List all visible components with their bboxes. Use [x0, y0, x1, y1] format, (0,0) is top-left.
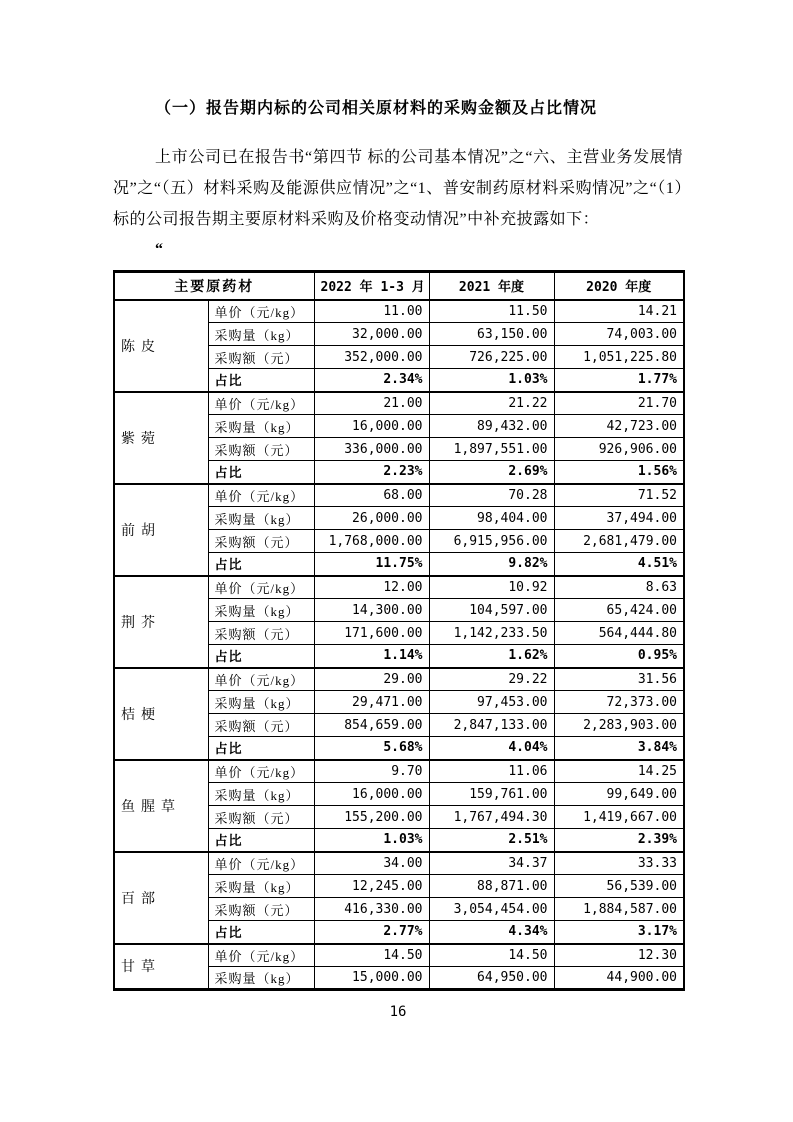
- row-label: 采购额（元）: [208, 898, 314, 921]
- table-row: [114, 300, 684, 323]
- value-cell: 1,768,000.00: [314, 530, 429, 553]
- value-cell: 72,373.00: [554, 691, 684, 714]
- table-row: [114, 760, 684, 783]
- ratio-cell: 1.77%: [554, 369, 684, 392]
- row-label: 采购额（元）: [208, 438, 314, 461]
- value-cell: 14,300.00: [314, 599, 429, 622]
- ratio-cell: 1.56%: [554, 461, 684, 484]
- value-cell: 68.00: [314, 484, 429, 507]
- value-cell: 159,761.00: [429, 783, 554, 806]
- value-cell: 15,000.00: [314, 967, 429, 990]
- value-cell: 416,330.00: [314, 898, 429, 921]
- row-label: 占比: [208, 461, 314, 484]
- table-row: [114, 576, 684, 599]
- col-header-2021: 2021 年度: [429, 272, 554, 300]
- ratio-cell: 2.23%: [314, 461, 429, 484]
- material-group-qianhu: [114, 484, 684, 576]
- value-cell: 21.00: [314, 392, 429, 415]
- body-paragraph: 上市公司已在报告书“第四节 标的公司基本情况”之“六、主营业务发展情况”之“（五）材料采购及能源供应情况”之“1、普安制药原材料采购情况”之“（1）标的公司报告期主要原材料采购及价格变动情况”中补充披露如下：: [113, 149, 683, 228]
- material-group-jingjie: [114, 576, 684, 668]
- value-cell: 2,283,903.00: [554, 714, 684, 737]
- row-label: 采购量（kg）: [208, 875, 314, 898]
- table-row: [114, 852, 684, 875]
- value-cell: 564,444.80: [554, 622, 684, 645]
- table-row: [114, 484, 684, 507]
- ratio-cell: 3.17%: [554, 921, 684, 944]
- value-cell: 99,649.00: [554, 783, 684, 806]
- value-cell: 12.30: [554, 944, 684, 967]
- value-cell: 1,142,233.50: [429, 622, 554, 645]
- row-label: 采购量（kg）: [208, 783, 314, 806]
- ratio-cell: 1.03%: [429, 369, 554, 392]
- open-quote-mark: “: [155, 241, 163, 258]
- value-cell: 926,906.00: [554, 438, 684, 461]
- value-cell: 29,471.00: [314, 691, 429, 714]
- ratio-cell: 5.68%: [314, 737, 429, 760]
- value-cell: 6,915,956.00: [429, 530, 554, 553]
- value-cell: 33.33: [554, 852, 684, 875]
- value-cell: 21.70: [554, 392, 684, 415]
- ratio-cell: 1.03%: [314, 829, 429, 852]
- value-cell: 74,003.00: [554, 323, 684, 346]
- material-group-yuxingcao: [114, 760, 684, 852]
- value-cell: 11.50: [429, 300, 554, 323]
- ratio-cell: 4.34%: [429, 921, 554, 944]
- material-name: 桔梗: [114, 668, 208, 760]
- value-cell: 29.00: [314, 668, 429, 691]
- value-cell: 12.00: [314, 576, 429, 599]
- row-label: 占比: [208, 829, 314, 852]
- value-cell: 70.28: [429, 484, 554, 507]
- row-label: 占比: [208, 553, 314, 576]
- value-cell: 2,681,479.00: [554, 530, 684, 553]
- col-header-material: 主要原药材: [114, 272, 314, 300]
- value-cell: 3,054,454.00: [429, 898, 554, 921]
- value-cell: 726,225.00: [429, 346, 554, 369]
- value-cell: 32,000.00: [314, 323, 429, 346]
- ratio-cell: 2.69%: [429, 461, 554, 484]
- ratio-cell: 2.51%: [429, 829, 554, 852]
- value-cell: 97,453.00: [429, 691, 554, 714]
- ratio-cell: 2.34%: [314, 369, 429, 392]
- table-row: [114, 392, 684, 415]
- value-cell: 14.21: [554, 300, 684, 323]
- row-label: 占比: [208, 921, 314, 944]
- row-label: 采购量（kg）: [208, 967, 314, 990]
- ratio-cell: 2.39%: [554, 829, 684, 852]
- material-name: 前胡: [114, 484, 208, 576]
- row-label: 采购额（元）: [208, 530, 314, 553]
- material-group-ziwan: [114, 392, 684, 484]
- row-label: 采购量（kg）: [208, 323, 314, 346]
- value-cell: 31.56: [554, 668, 684, 691]
- row-label: 采购额（元）: [208, 346, 314, 369]
- ratio-cell: 2.77%: [314, 921, 429, 944]
- ratio-cell: 3.84%: [554, 737, 684, 760]
- value-cell: 104,597.00: [429, 599, 554, 622]
- value-cell: 11.00: [314, 300, 429, 323]
- value-cell: 9.70: [314, 760, 429, 783]
- value-cell: 14.50: [429, 944, 554, 967]
- row-label: 单价（元/kg）: [208, 944, 314, 967]
- ratio-cell: 4.51%: [554, 553, 684, 576]
- row-label: 单价（元/kg）: [208, 300, 314, 323]
- material-group-jiegeng: [114, 668, 684, 760]
- page-heading: （一）报告期内标的公司相关原材料的采购金额及占比情况: [155, 100, 598, 117]
- row-label: 单价（元/kg）: [208, 484, 314, 507]
- ratio-cell: 1.14%: [314, 645, 429, 668]
- value-cell: 8.63: [554, 576, 684, 599]
- value-cell: 854,659.00: [314, 714, 429, 737]
- value-cell: 336,000.00: [314, 438, 429, 461]
- value-cell: 44,900.00: [554, 967, 684, 990]
- row-label: 占比: [208, 645, 314, 668]
- ratio-cell: 9.82%: [429, 553, 554, 576]
- col-header-2020: 2020 年度: [554, 272, 684, 300]
- table-row: [114, 668, 684, 691]
- value-cell: 1,767,494.30: [429, 806, 554, 829]
- row-label: 单价（元/kg）: [208, 576, 314, 599]
- value-cell: 1,897,551.00: [429, 438, 554, 461]
- value-cell: 71.52: [554, 484, 684, 507]
- row-label: 采购量（kg）: [208, 507, 314, 530]
- material-group-chenpi: [114, 300, 684, 392]
- page-number: 16: [389, 1004, 407, 1020]
- value-cell: 1,419,667.00: [554, 806, 684, 829]
- value-cell: 155,200.00: [314, 806, 429, 829]
- row-label: 采购额（元）: [208, 622, 314, 645]
- material-group-gancao: [114, 944, 684, 990]
- value-cell: 56,539.00: [554, 875, 684, 898]
- value-cell: 171,600.00: [314, 622, 429, 645]
- ratio-cell: 0.95%: [554, 645, 684, 668]
- ratio-cell: 1.62%: [429, 645, 554, 668]
- value-cell: 14.25: [554, 760, 684, 783]
- material-name: 荆芥: [114, 576, 208, 668]
- ratio-cell: 11.75%: [314, 553, 429, 576]
- value-cell: 89,432.00: [429, 415, 554, 438]
- value-cell: 26,000.00: [314, 507, 429, 530]
- row-label: 采购量（kg）: [208, 691, 314, 714]
- value-cell: 10.92: [429, 576, 554, 599]
- value-cell: 1,051,225.80: [554, 346, 684, 369]
- value-cell: 34.00: [314, 852, 429, 875]
- material-name: 鱼腥草: [114, 760, 208, 852]
- row-label: 单价（元/kg）: [208, 852, 314, 875]
- material-name: 甘草: [114, 944, 208, 990]
- value-cell: 88,871.00: [429, 875, 554, 898]
- row-label: 采购额（元）: [208, 806, 314, 829]
- value-cell: 16,000.00: [314, 783, 429, 806]
- material-name: 百部: [114, 852, 208, 944]
- row-label: 采购量（kg）: [208, 599, 314, 622]
- value-cell: 16,000.00: [314, 415, 429, 438]
- value-cell: 1,884,587.00: [554, 898, 684, 921]
- row-label: 占比: [208, 369, 314, 392]
- row-label: 占比: [208, 737, 314, 760]
- value-cell: 11.06: [429, 760, 554, 783]
- value-cell: 64,950.00: [429, 967, 554, 990]
- value-cell: 12,245.00: [314, 875, 429, 898]
- row-label: 采购额（元）: [208, 714, 314, 737]
- value-cell: 98,404.00: [429, 507, 554, 530]
- material-name: 陈皮: [114, 300, 208, 392]
- value-cell: 29.22: [429, 668, 554, 691]
- material-group-baibu: [114, 852, 684, 944]
- row-label: 单价（元/kg）: [208, 760, 314, 783]
- value-cell: 352,000.00: [314, 346, 429, 369]
- row-label: 单价（元/kg）: [208, 668, 314, 691]
- value-cell: 21.22: [429, 392, 554, 415]
- materials-procurement-table: [113, 270, 685, 991]
- value-cell: 65,424.00: [554, 599, 684, 622]
- row-label: 单价（元/kg）: [208, 392, 314, 415]
- value-cell: 34.37: [429, 852, 554, 875]
- col-header-2022: 2022 年 1-3 月: [314, 272, 429, 300]
- value-cell: 2,847,133.00: [429, 714, 554, 737]
- value-cell: 63,150.00: [429, 323, 554, 346]
- ratio-cell: 4.04%: [429, 737, 554, 760]
- value-cell: 14.50: [314, 944, 429, 967]
- table-row: [114, 944, 684, 967]
- material-name: 紫菀: [114, 392, 208, 484]
- value-cell: 42,723.00: [554, 415, 684, 438]
- table-header-row: [114, 272, 684, 300]
- value-cell: 37,494.00: [554, 507, 684, 530]
- row-label: 采购量（kg）: [208, 415, 314, 438]
